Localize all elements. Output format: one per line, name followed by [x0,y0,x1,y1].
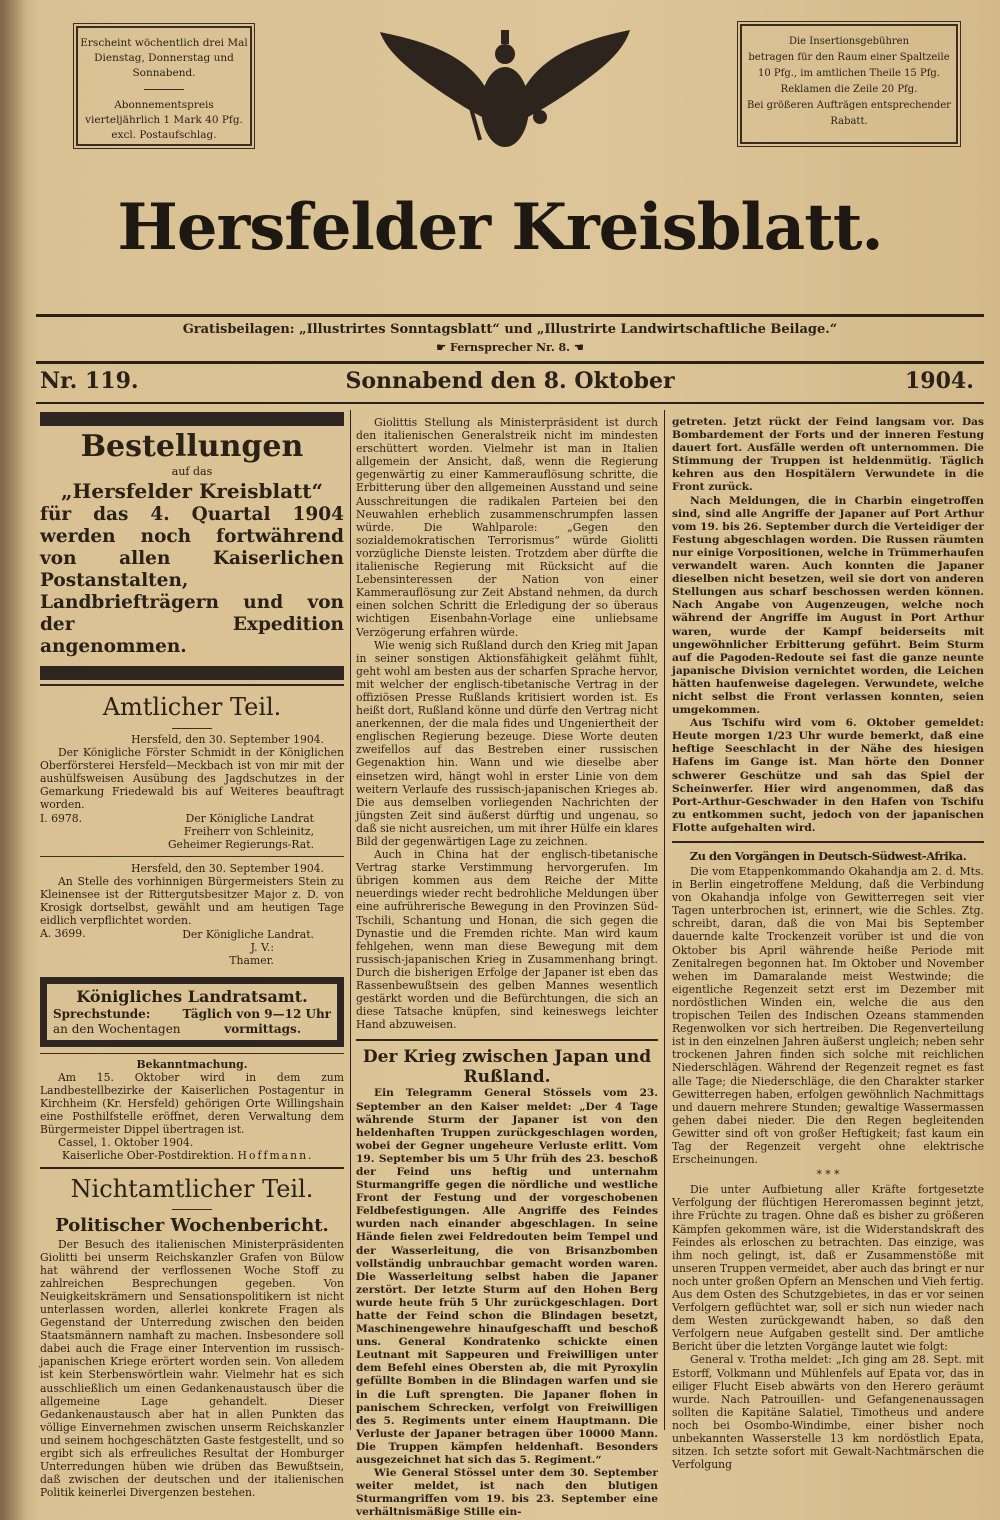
notice-signature: Geheimer Regierungs-Rat. [167,837,314,851]
advertising-rates-box [740,24,958,144]
issue-year: 1904. [905,368,974,394]
ad-bar [40,412,344,426]
divider [36,361,984,364]
divider [172,1209,212,1210]
notice-reference: I. 6978. [40,811,83,825]
notice-body: An Stelle des vorhinnigen Bürgermeisters Stein zu Kleinensee ist der Rittergutsbesitzer Major z. D. von Krosigk dortselbst, gewählt und am heutigen Tage eidlich verpflichtet worden. [40,875,344,928]
notice-body: Der Königliche Förster Schmidt in der Königlichen Oberförsterei Hersfeld—Meckbach ist von mir mit der aushülfsweisen Ausübung des Jagdschutzes in der Gemarkung Friedewald bis auf Weiteres beauftragt worden. [40,746,344,812]
notice-signature: Freiherr von Schleinitz, [183,824,314,838]
title-text: Hersfelder Kreisblatt. [117,190,883,265]
rates-line: betragen für den Raum einer Spaltzeile [748,52,950,63]
notice-signature: Der Königliche Landrat [185,811,314,825]
divider [356,1039,658,1041]
announcement-signature [40,1149,344,1162]
announcement-title: Bekanntmachung. [136,1057,248,1071]
notice-signature: Der Königliche Landrat. [182,927,314,941]
column-rule [350,410,351,1430]
announcement-authority: Kaiserliche Ober-Postdirektion. [62,1149,235,1163]
subscription-price: vierteljährlich 1 Mark 40 Pfg. [85,114,243,126]
eagle-emblem-icon [370,22,640,154]
article-paragraph: Auch in China hat der englisch-tibetanische Vertrag starke Verstimmung hervorgerufen. Im übrigen kommen aus dem Reiche der Mitte neuerdings wieder recht bedrohliche Meldungen über eine aufrührerische Bewegung in den Provinzen Süd-Tschili, Schantung und Honan, die sich gegen die Dynastie und die Fremden richte. Man wird kaum fehlgehen, wenn man diese Bewegung mit dem russisch-japanischen Krieg in Zusammenhang bringt. Durch die bisherigen Erfolge der Japaner ist eben das Rassenbewußtsein des gelben Mannes wesentlich gestärkt worden und die Befürchtungen, die sich an diese Tatsache knüpfen, sind keineswegs leichter Hand abzuweisen. [356,848,658,1032]
pointing-hand-left-icon: ☚ [569,341,584,354]
issue-number: Nr. 119. [40,368,139,394]
article-paragraph: Der Besuch des italienischen Ministerpräsidenten Giolitti bei unserm Reichskanzler Grafen von Bülow hat während der verflossenen Woche Stoff zu zahlreichen Besprechungen gegeben. Von Neuigkeitskrämern und Sensationspolitikern ist nicht unterlassen worden, allerlei konkrete Fragen als Gegenstand der Unterredung zwischen den beiden Staatsmännern namhaft zu machen. Insbesondere soll dabei auch die Frage einer Intervention im russisch-japanischen Kriege erörtert worden sein. Von alledem ist kein Sterbenswörtlein wahr. Vielmehr hat es sich ausschließlich um einen Gedankenaustausch über die allgemeine Lage gehandelt. Dieser Gedankenaustausch aber hat in allen Punkten das völlige Einvernehmen zwischen unserm Reichskanzler und seinem hochgeschätzten Gaste festgestellt, und so ergibt sich als erfreuliches Resultat der Homburger Unterredungen hüben wie drüben das Bewußtsein, daß zwischen der deutschen und der italienischen Politik keinerlei Divergenzen bestehen. [40,1237,344,1500]
divider [144,89,184,90]
newspaper-title [40,150,960,305]
rates-title: Die Insertionsgebühren [788,36,910,47]
article-paragraph: Ein Telegramm General Stössels vom 23. September an den Kaiser meldet: „Der 4 Tage währende Sturm der Japaner ist von den heldenhaften Truppen zurückgeschlagen worden, wobei der Gegner ungeheure Verluste erlitt. Vom 19. September bis um 5 Uhr früh des 23. beschoß der Feind uns heftig und unternahm Sturmangriffe gegen die nördliche und westliche Front der Festung und der vorgeschobenen Feldbefestigungen. Alle Angriffe des Feindes wurden nach einander abgeschlagen. In seine Hände fielen zwei Feldredouten beim Tempel und der Wasserleitung, die von Brisanzbomben vollständig unbrauchbar gemacht worden waren. Die Wasserleitung selbst haben die Japaner zerstört. Der letzte Sturm auf den Hohen Berg wurde heute früh 5 Uhr zurückgeschlagen. Dort hatte der Feind schon die Blindagen besetzt, Maschinengewehre hinaufgeschafft und beschoß uns. General Kondratenko schickte einen Leutnant mit Sappeuren und Freiwilligen unter dem Befehl eines Obersten ab, die mit Pyroxylin gefüllte Bomben in die Blindagen warfen und sie in die Luft sprengten. Die Japaner flohen in panischem Schrecken, verfolgt von Freiwilligen des 5. Regiments unter einem Hauptmann. Die Verluste der Japaner betragen über 10000 Mann. Die Truppen kämpfen heldenhaft. Besonders ausgezeichnet hat sich das 5. Regiment.“ [356,1087,658,1467]
column-1 [40,410,344,1499]
article-paragraph: General v. Trotha meldet: „Ich ging am 28. Sept. mit Estorff, Volkmann und Mühlenfels auf Epata vor, das in eiliger Flucht Eiseb abwärts von den Herero geräumt wurde. Nach Patrouillen- und Gefangenenaussagen sollten die Kapitäne Salatiel, Timotheus und andere noch bei Osombo-Windimbe, einer bisher noch unbekannten Wasserstelle 13 km nordöstlich Epata, sitzen. Ich setzte sofort mit Gewalt-Nachtmärschen die Verfolgung [672,1353,984,1472]
office-hours-row [53,1022,331,1037]
issue-date: Sonnabend den 8. Oktober [345,368,675,394]
office-hours-value: Täglich von 9—12 Uhr [182,1006,331,1021]
ad-body: für das 4. Quartal 1904 werden noch fortwährend von allen Kaiserlichen Postanstalten, Landbriefträgern und von der Expedition angenommen. [40,504,344,657]
divider [36,402,984,404]
office-hours-box [40,977,344,1047]
divider [40,1053,344,1054]
postage-note: excl. Postaufschlag. [111,129,217,141]
article-paragraph: Nach Meldungen, die in Charbin eingetroffen sind, sind alle Angriffe der Japaner auf Port Arthur vom 19. bis 26. September durch die Verteidiger der Festung abgeschlagen worden. Die Russen räumten nur einige Vorpositionen, welche in Trümmerhaufen verwandelt waren. Auch konnten die Japaner dieselben nicht besetzen, weil sie dort von anderen Stellungen aus scharf beschossen werden können. Nach Angabe von Augenzeugen, welche noch während der Angriffe im August in Port Arthur waren, wurde der Kampf beiderseits mit ungewöhnlicher Erbitterung geführt. Beim Sturm auf die Pagoden-Redoute sei fast die ganze neunte japanische Division vernichtet worden, die Leichen hätten haufenweise dagelegen. Verwundete, welche nicht selbst die Front verlassen konnten, seien umgekommen. [672,494,984,717]
divider [672,841,984,843]
divider [40,684,344,686]
article-paragraph: Aus Tschifu wird vom 6. Oktober gemeldet: Heute morgen 1/23 Uhr wurde bemerkt, daß eine heftige Seeschlacht in der Nähe des hiesigen Hafens im Gange ist. Man hörte den Donner schwerer Geschütze und sah das Spiel der Scheinwerfer. Hier wird angenommen, daß das Port-Arthur-Geschwader in den Hafen von Tschifu zu entkommen sucht, jedoch von der japanischen Flotte aufgehalten wird. [672,717,984,834]
notice-reference: A. 3699. [40,927,86,941]
subscription-label: Abonnementspreis [114,99,214,111]
unofficial-section-heading: Nichtamtlicher Teil. [70,1174,314,1203]
office-title: Königliches Landratsamt. [76,986,308,1006]
article-paragraph: Die vom Etappenkommando Okahandja am 2. d. Mts. in Berlin eingetroffene Meldung, daß die Verbindung von Okahandja infolge von Gewitterregen seit vier Tagen unterbrochen ist, erinnert, wie die Schles. Ztg. schreibt, daran, daß die von Mai bis September dauernde kalte Trockenzeit vorüber ist und die von Oktober bis April währende heiße Periode mit Zenitalregen begonnen hat. Im Oktober und November wehen im Damaralande meist Westwinde; die eigentliche Regenzeit setzt erst im Dezember mit nordöstlichen Winden ein, welche die aus den tropischen Teilen des Indischen Ozeans stammenden Regenwolken vor sich hertreiben. Die Regenverteilung ist in den einzelnen Jahren äußerst ungleich; neben sehr trockenen Jahren finden sich solche mit reichlichen Niederschlägen. Während der Regenzeit regnet es fast alle Tage; die Niederschläge, die den Charakter starker Gewitterregen haben, erfolgen gewöhnlich Nachmittags und dauern mehrere Stunden; gewaltige Wassermassen gehen dabei nieder. Die den Regen begleitenden Gewitter sind oft von großer Heftigkeit; fast kaum ein Tag der Regenzeit vergeht ohne elektrische Erscheinungen. [672,865,984,1167]
article-paragraph: Die unter Aufbietung aller Kräfte fortgesetzte Verfolgung der flüchtigen Hereromassen beginnt jetzt, ihre Früchte zu tragen. Ohne daß es bisher zu größeren Kämpfen gekommen wäre, ist die Widerstandskraft des Feindes als erloschen zu betrachten. Das einzige, was ihm noch gelingt, ist, daß er Zusammenstöße mit unseren Truppen vermeidet, aber auch das bringt er nur noch unter großen Opfern an Menschen und Vieh fertig. Aus dem Osten des Schutzgebietes, in das er vor seinen Verfolgern geflüchtet war, soll er sich nun wieder nach dem Westen zurückgewandt haben, so daß den Verfolgern neue Aufgaben gestellt sind. Der amtliche Bericht über die letzten Vorgänge lautet wie folgt: [672,1183,984,1354]
divider [40,856,344,857]
announcement-body: Am 15. Oktober wird in dem zum Landbestellbezirke der Kaiserlichen Postagentur in Kirchheim (Kr. Hersfeld) gehörigen Orte Willingshain eine Posthilfstelle eröffnet, deren Verwaltung dem Bürgermeister Dippel übertragen ist. [40,1070,344,1137]
article-paragraph: Giolittis Stellung als Ministerpräsident ist durch den italienischen Generalstreik nicht im mindesten erschüttert worden. Vielmehr ist man in Italien allgemein der Ansicht, daß, wenn die Regierung gegenwärtig zu einer Kammerauflösung schritte, die Erbitterung über den allgemeinen Ausstand und seine Ausschreitungen die radikalen Parteien bei den Neuwahlen erheblich zusammenschrumpfen lassen würde. Die Wahlparole: „Gegen den sozialdemokratischen Terrorismus“ würde Giolitti vorzügliche Dienste leisten. Trotzdem aber dürfte die italienische Regierung mit Rücksicht auf die Lebensinteressen der Nation von einer Kammerauflösung zur Zeit Abstand nehmen, da durch einen solchen Schritt die Erledigung der so überaus wichtigen Eisenbahn-Vorlage eine unliebsame Verzögerung erfahren würde. [356,416,658,639]
column-rule [664,410,665,1430]
rates-line: Rabatt. [830,116,868,127]
publication-frequency: Erscheint wöchentlich drei Mal [80,37,248,49]
column-2 [356,416,658,1520]
ad-paper-name: „Hersfelder Kreisblatt“ [60,479,324,503]
subscription-info-box [76,26,252,146]
rates-line: 10 Pfg., im amtlichen Theile 15 Pfg. [757,68,940,79]
notice-date: Hersfeld, den 30. September 1904. [131,861,324,875]
ad-sub: auf das [171,465,213,478]
article-paragraph: Wie General Stössel unter dem 30. September weiter meldet, ist nach den blutigen Sturmangriffen vom 19. bis 23. September eine verhältnismäßige Stille ein- [356,1467,658,1519]
article-heading: Politischer Wochenbericht. [55,1214,329,1236]
article-paragraph: getreten. Jetzt rückt der Feind langsam vor. Das Bombardement der Forts und der inneren Festung dauert fort. Ausfälle werden oft unternommen. Die Stimmung der Truppen ist heldenmütig. Täglich kehren aus den Hospitälern Verwundete in die Front zurück. [672,416,984,494]
divider [40,1167,344,1169]
supplements-line: Gratisbeilagen: „Illustrirtes Sonntagsblatt“ und „Illustrirte Landwirtschaftliche Beilage.“ [182,322,838,337]
announcement-place-date: Cassel, 1. Oktober 1904. [58,1136,194,1150]
publication-days: Dienstag, Donnerstag und Sonnabend. [94,52,234,79]
phone-number: Fernsprecher Nr. 8. [450,341,570,354]
column-3 [672,416,984,1471]
section-stars: * * * [816,1168,840,1182]
pointing-hand-right-icon: ☛ [436,341,450,354]
notice-signature: Thamer. [229,953,274,967]
announcement-name: Hoffmann. [237,1149,314,1163]
rates-line: Bei größeren Aufträgen entsprechender [747,100,951,111]
office-hours-value: vormittags. [224,1021,301,1036]
divider [36,314,984,317]
subscription-ad [40,412,344,680]
notice-date: Hersfeld, den 30. September 1904. [131,733,324,746]
ad-bar [40,666,344,680]
office-hours-label: an den Wochentagen [53,1021,181,1036]
phone-line [30,341,990,354]
article-paragraph: Wie wenig sich Rußland durch den Krieg mit Japan in seiner sonstigen Aktionsfähigkeit gelähmt fühlt, geht wohl am besten aus der scharfen Sprache hervor, mit welcher der englisch-tibetanische Vertrag in der offiziösen Presse Rußlands kritisiert worden ist. Es heißt dort, Rußland könne und dürfe den Vertrag nicht anerkennen, der die mala fides und Ungeniertheit der englischen Regierung bezeuge. Diese Worte deuten zweifellos auf das Bestreben einer russischen Gegenaktion hin. Wann und wie dieselbe aber einsetzen wird, hängt wohl in erster Linie von dem weitern Verlaufe des russisch-japanischen Krieges ab. Die aus demselben vorliegenden Nachrichten der jüngsten Zeit sind äußerst dürftig und ungenau, so daß sie nicht ausreichen, um mit ihrer Hülfe ein klares Bild der gegenwärtigen Lage zu zeichnen. [356,638,658,848]
office-hours-label: Sprechstunde: [53,1006,151,1021]
rates-line: Reklamen die Zeile 20 Pfg. [780,84,918,95]
divider [172,728,212,729]
office-hours-row [53,1007,331,1022]
article-heading: Zu den Vorgängen in Deutsch-Südwest-Afrika. [689,849,967,863]
notice-signature: J. V.: [250,940,274,954]
article-heading: Der Krieg zwischen Japan und Rußland. [362,1047,652,1088]
official-section-heading: Amtlicher Teil. [102,693,282,721]
ad-headline: Bestellungen [80,429,304,464]
